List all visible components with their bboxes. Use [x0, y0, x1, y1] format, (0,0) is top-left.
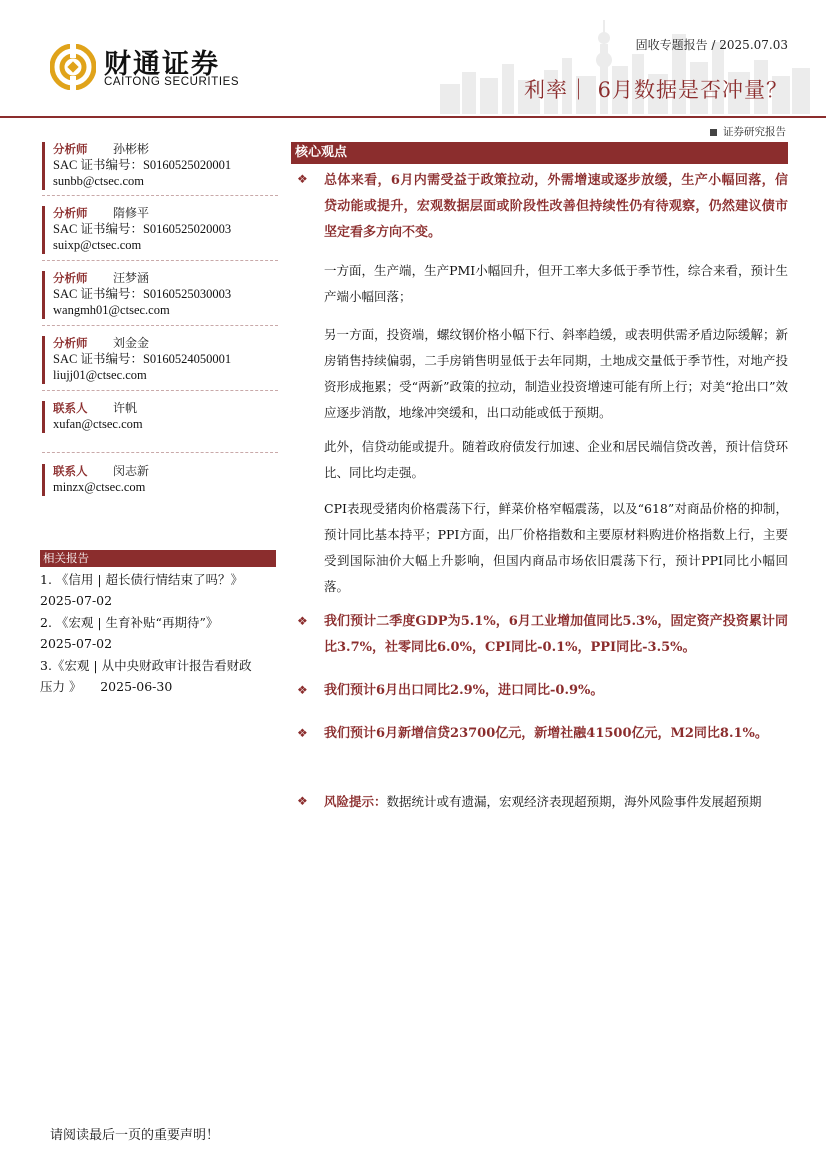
related-report-item[interactable]: 1. 《信用 | 超长债行情结束了吗？》 2025-07-02 — [40, 572, 244, 608]
divider — [42, 260, 278, 262]
paragraph-prices: CPI表现受猪肉价格震荡下行，鲜菜价格窄幅震荡，以及“618”对商品价格的抑制，预计同比基本持平；PPI方面，出厂价格指数和主要原材料购进价格指数上行，主要受到国际油价大幅上升影响，但国内商品市场依旧震荡下行，预计PPI同比小幅回落。 — [324, 501, 788, 594]
contact-email[interactable]: xufan@ctsec.com — [53, 417, 143, 431]
divider — [42, 325, 278, 327]
diamond-bullet-icon: ❖ — [297, 172, 308, 186]
footer-disclaimer: 请阅读最后一页的重要声明！ — [50, 1128, 220, 1143]
analyst-accent-bar — [42, 142, 45, 190]
diamond-bullet-icon: ❖ — [297, 614, 308, 628]
forecast-gdp: 我们预计二季度GDP为5.1%，6月工业增加值同比5.3%，固定资产投资累计同比3.7%，社零同比6.0%，CPI同比-0.1%，PPI同比-3.5%。 — [324, 614, 788, 655]
paragraph-production: 一方面，生产端，生产PMI小幅回升，但开工率大多低于季节性，综合来看，预计生产端小幅回落； — [324, 263, 788, 304]
risk-text: 数据统计或有遗漏，宏观经济表现超预期，海外风险事件发展超预期 — [386, 794, 762, 809]
analyst-card: 分析师 汪梦涵 SAC 证书编号：S0160525030003 wangmh01@ctsec.com — [53, 271, 232, 317]
contact-card: 联系人 闵志新 minzx@ctsec.com — [53, 464, 150, 494]
analyst-email[interactable]: sunbb@ctsec.com — [53, 174, 145, 188]
risk-warning — [324, 789, 788, 815]
analyst-accent-bar — [42, 336, 45, 384]
analyst-accent-bar — [42, 206, 45, 254]
analyst-email[interactable]: liujj01@ctsec.com — [53, 368, 147, 382]
forecast-trade: 我们预计6月出口同比2.9%，进口同比-0.9%。 — [324, 683, 604, 698]
divider — [42, 452, 278, 454]
analyst-card: 分析师 隋修平 SAC 证书编号：S0160525020003 suixp@ctsec.com — [53, 206, 232, 252]
forecast-credit: 我们预计6月新增信贷23700亿元，新增社融41500亿元，M2同比8.1%。 — [324, 726, 768, 741]
diamond-bullet-icon: ❖ — [297, 794, 308, 808]
contact-email[interactable]: minzx@ctsec.com — [53, 480, 146, 494]
paragraph-investment: 另一方面，投资端，螺纹钢价格小幅下行、斜率趋缓，或表明供需矛盾边际缓解；新房销售持续偏弱，二手房销售明显低于去年同期，土地成交量低于季节性，对地产投资形成拖累；受“两新”政策的拉动，制造业投资增速可能有所上行；对美“抢出口”效应逐步消散，地缘冲突缓和，出口动能或低于预期。 — [324, 327, 788, 420]
report-title: 利率｜ 6月数据是否冲量？ — [523, 78, 788, 102]
contact-card: 联系人 许帆 xufan@ctsec.com — [53, 401, 143, 431]
analyst-email[interactable]: wangmh01@ctsec.com — [53, 303, 170, 317]
analyst-card: 分析师 刘金金 SAC 证书编号：S0160524050001 liujj01@ctsec.com — [53, 336, 232, 382]
contact-accent-bar — [42, 401, 45, 433]
analyst-card: 分析师 孙彬彬 SAC 证书编号：S0160525020001 sunbb@ctsec.com — [53, 142, 232, 188]
research-label: 证券研究报告 — [710, 124, 786, 139]
summary-text: 总体来看，6月内需受益于政策拉动，外需增速或逐步放缓，生产小幅回落，信贷动能或提升，宏观数据层面或阶段性改善但持续性仍有待观察，仍然建议债市坚定看多方向不变。 — [324, 173, 788, 240]
core-views-header: 核心观点 — [291, 142, 788, 164]
related-reports-header: 相关报告 — [40, 550, 276, 567]
related-report-item[interactable]: 3.《宏观 | 从中央财政审计报告看财政 压力 》 2025-06-30 — [40, 658, 252, 694]
diamond-bullet-icon: ❖ — [297, 726, 308, 740]
paragraph-credit: 此外，信贷动能或提升。随着政府债发行加速、企业和居民端信贷改善，预计信贷环比、同比均走强。 — [324, 439, 788, 480]
report-type-date: 固收专题报告 / 2025.07.03 — [635, 38, 788, 52]
caitong-logo-icon — [50, 44, 96, 90]
logo-wordmark-en: CAITONG SECURITIES — [104, 76, 240, 88]
related-report-item[interactable]: 2. 《宏观 | 生育补贴“再期待”》 2025-07-02 — [40, 615, 219, 651]
square-bullet-icon — [710, 129, 717, 136]
divider — [42, 195, 278, 197]
risk-label: 风险提示： — [324, 794, 387, 809]
analyst-accent-bar — [42, 271, 45, 319]
logo-wordmark-cn: 财通证券 — [104, 49, 220, 80]
contact-accent-bar — [42, 464, 45, 496]
analyst-email[interactable]: suixp@ctsec.com — [53, 238, 142, 252]
header-divider — [0, 116, 826, 118]
divider — [42, 390, 278, 392]
diamond-bullet-icon: ❖ — [297, 683, 308, 697]
